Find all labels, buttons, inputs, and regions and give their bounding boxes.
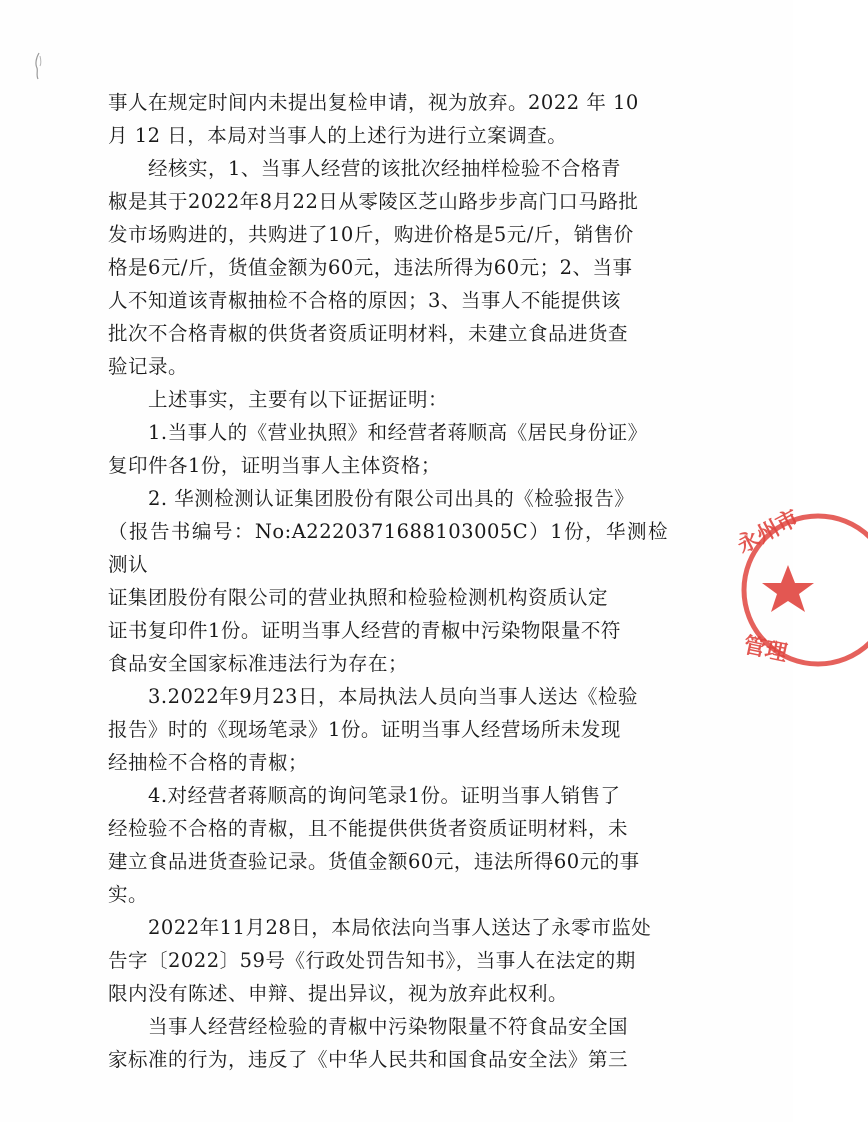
seal-star xyxy=(762,565,814,612)
text-line: 复印件各1份，证明当事人主体资格； xyxy=(108,454,441,477)
seal-text-bottom: 管理 xyxy=(741,632,790,667)
text-line: 食品安全国家标准违法行为存在； xyxy=(108,652,409,675)
text-line: 建立食品进货查验记录。货值金额60元，违法所得60元的事 xyxy=(108,850,640,873)
text-line: 人不知道该青椒抽检不合格的原因；3、当事人不能提供该 xyxy=(108,289,621,312)
text-line: 经检验不合格的青椒，且不能提供供货者资质证明材料，未 xyxy=(108,817,629,840)
paragraph xyxy=(108,1010,668,1076)
document-body xyxy=(108,86,668,1076)
text-line: 经抽检不合格的青椒； xyxy=(108,751,309,774)
text-line: 验记录。 xyxy=(108,355,189,378)
text-line: 2022年11月28日，本局依法向当事人送达了永零市监处 xyxy=(148,916,652,939)
text-line: 3.2022年9月23日，本局执法人员向当事人送达《检验 xyxy=(148,685,638,708)
text-line: 上述事实，主要有以下证据证明： xyxy=(148,388,449,411)
text-line: 家标准的行为，违反了《中华人民共和国食品安全法》第三 xyxy=(108,1048,629,1071)
text-line: 当事人经营经检验的青椒中污染物限量不符食品安全国 xyxy=(148,1015,629,1038)
paragraph xyxy=(108,86,668,152)
paragraph xyxy=(108,680,668,779)
scan-mark xyxy=(33,52,43,80)
text-line: 告字〔2022〕59号《行政处罚告知书》，当事人在法定的期 xyxy=(108,949,636,972)
text-line: 实。 xyxy=(108,883,149,906)
text-line: 证集团股份有限公司的营业执照和检验检测机构资质认定 xyxy=(108,586,609,609)
seal-text-top: 永州市 xyxy=(732,504,804,559)
text-line: 事人在规定时间内未提出复检申请，视为放弃。2022 年 10 xyxy=(108,91,639,114)
text-line: 椒是其于2022年8月22日从零陵区芝山路步步高门口马路批 xyxy=(108,190,639,213)
text-line: 报告》时的《现场笔录》1份。证明当事人经营场所未发现 xyxy=(108,718,621,741)
paragraph xyxy=(108,911,668,1010)
text-line: 证书复印件1份。证明当事人经营的青椒中污染物限量不符 xyxy=(108,619,621,642)
text-line: 批次不合格青椒的供货者资质证明材料，未建立食品进货查 xyxy=(108,322,629,345)
paragraph xyxy=(108,383,668,416)
paragraph xyxy=(108,152,668,383)
text-line: 4.对经营者蒋顺高的询问笔录1份。证明当事人销售了 xyxy=(148,784,621,807)
official-seal xyxy=(728,505,868,685)
paragraph xyxy=(108,482,668,680)
text-line: 格是6元/斤，货值金额为60元，违法所得为60元；2、当事 xyxy=(108,256,633,279)
text-line: 月 12 日，本局对当事人的上述行为进行立案调查。 xyxy=(108,124,568,147)
paragraph xyxy=(108,779,668,911)
text-line: 发市场购进的，共购进了10斤，购进价格是5元/斤，销售价 xyxy=(108,223,634,246)
text-line: 1.当事人的《营业执照》和经营者蒋顺高《居民身份证》 xyxy=(148,421,648,444)
text-line: 经核实，1、当事人经营的该批次经抽样检验不合格青 xyxy=(148,157,621,180)
text-line: 限内没有陈述、申辩、提出异议，视为放弃此权利。 xyxy=(108,982,569,1005)
paragraph xyxy=(108,416,668,482)
text-line: （报告书编号：No:A2220371688103005C）1份，华测检测认 xyxy=(108,520,668,576)
text-line: 2. 华测检测认证集团股份有限公司出具的《检验报告》 xyxy=(148,487,635,510)
